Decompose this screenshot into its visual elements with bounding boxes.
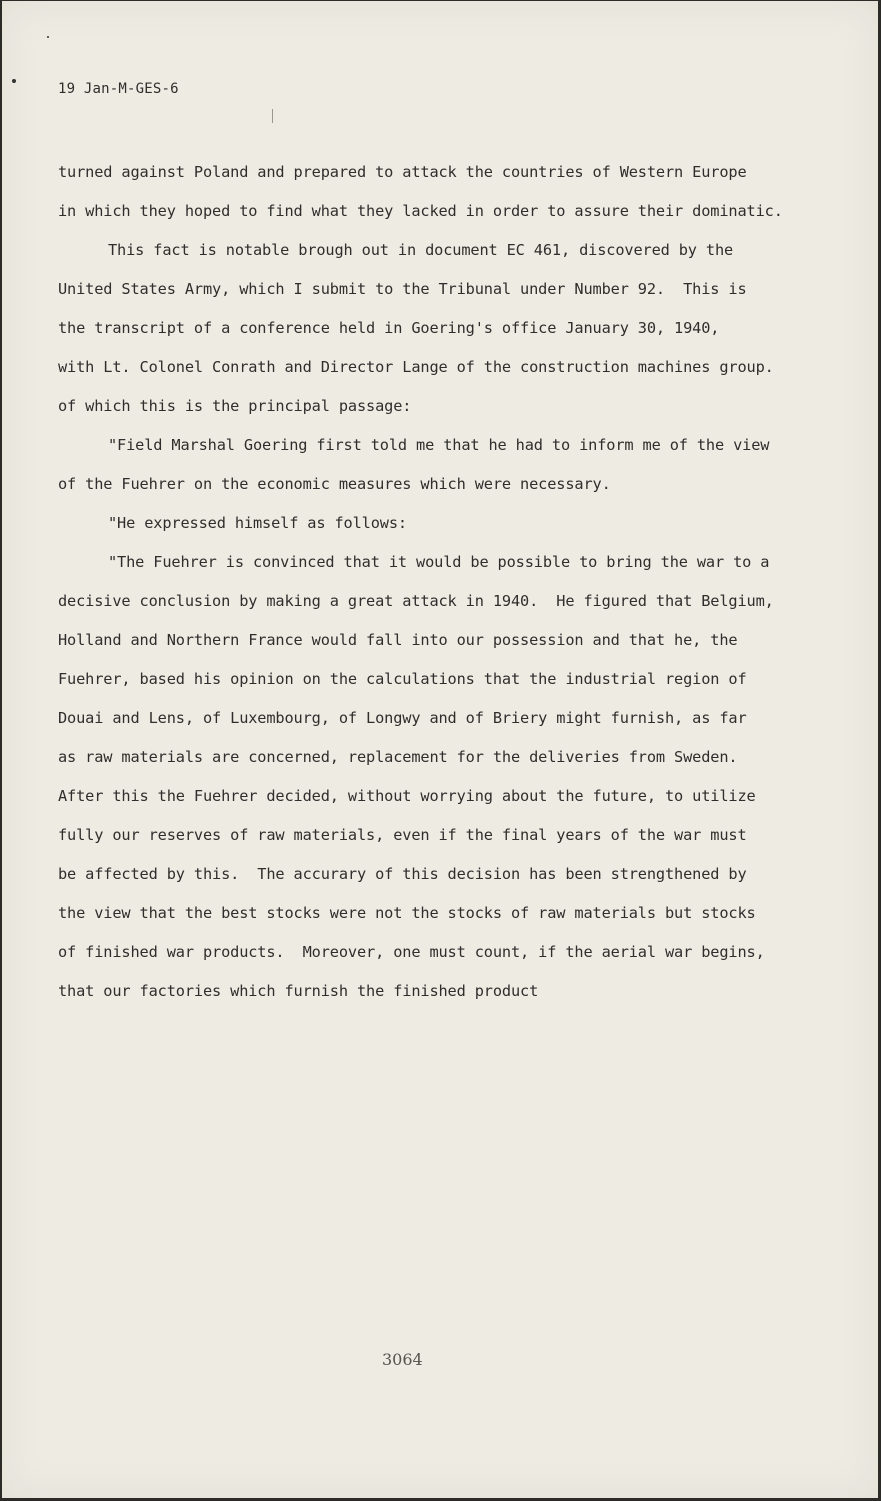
- text-line: Douai and Lens, of Luxembourg, of Longwy and of Briery might furnish, as far: [58, 709, 747, 727]
- text-line: in which they hoped to find what they lacked in order to assure their dominatic.: [58, 202, 783, 220]
- text-line: the view that the best stocks were not the stocks of raw materials but stocks: [58, 904, 756, 922]
- text-line: of the Fuehrer on the economic measures which were necessary.: [58, 475, 611, 493]
- text-line: After this the Fuehrer decided, without worrying about the future, to utilize: [58, 787, 756, 805]
- text-line: Holland and Northern France would fall into our possession and that he, the: [58, 631, 738, 649]
- pencil-mark: [272, 109, 273, 123]
- text-line: turned against Poland and prepared to attack the countries of Western Europe: [58, 163, 747, 181]
- text-line: "The Fuehrer is convinced that it would be possible to bring the war to a: [108, 553, 770, 571]
- text-line: "Field Marshal Goering first told me that he had to inform me of the view: [108, 436, 770, 454]
- document-page: [2, 1, 878, 1498]
- text-line: that our factories which furnish the finished product: [58, 982, 539, 1000]
- text-line: decisive conclusion by making a great attack in 1940. He figured that Belgium,: [58, 592, 774, 610]
- ink-speck: [12, 79, 16, 83]
- document-reference: 19 Jan-M-GES-6: [58, 81, 179, 97]
- page-number: 3064: [382, 1350, 423, 1369]
- text-line: This fact is notable brough out in document EC 461, discovered by the: [108, 241, 734, 259]
- document-body: [58, 158, 828, 1016]
- text-line: fully our reserves of raw materials, even if the final years of the war must: [58, 826, 747, 844]
- text-line: Fuehrer, based his opinion on the calculations that the industrial region of: [58, 670, 747, 688]
- text-line: of which this is the principal passage:: [58, 397, 412, 415]
- text-line: the transcript of a conference held in Goering's office January 30, 1940,: [58, 319, 720, 337]
- ink-speck: [47, 36, 49, 38]
- text-line: as raw materials are concerned, replacement for the deliveries from Sweden.: [58, 748, 738, 766]
- text-line: of finished war products. Moreover, one must count, if the aerial war begins,: [58, 943, 765, 961]
- text-line: be affected by this. The accurary of this decision has been strengthened by: [58, 865, 747, 883]
- text-line: "He expressed himself as follows:: [108, 514, 407, 532]
- text-line: United States Army, which I submit to the Tribunal under Number 92. This is: [58, 280, 747, 298]
- text-line: with Lt. Colonel Conrath and Director Lange of the construction machines group.: [58, 358, 774, 376]
